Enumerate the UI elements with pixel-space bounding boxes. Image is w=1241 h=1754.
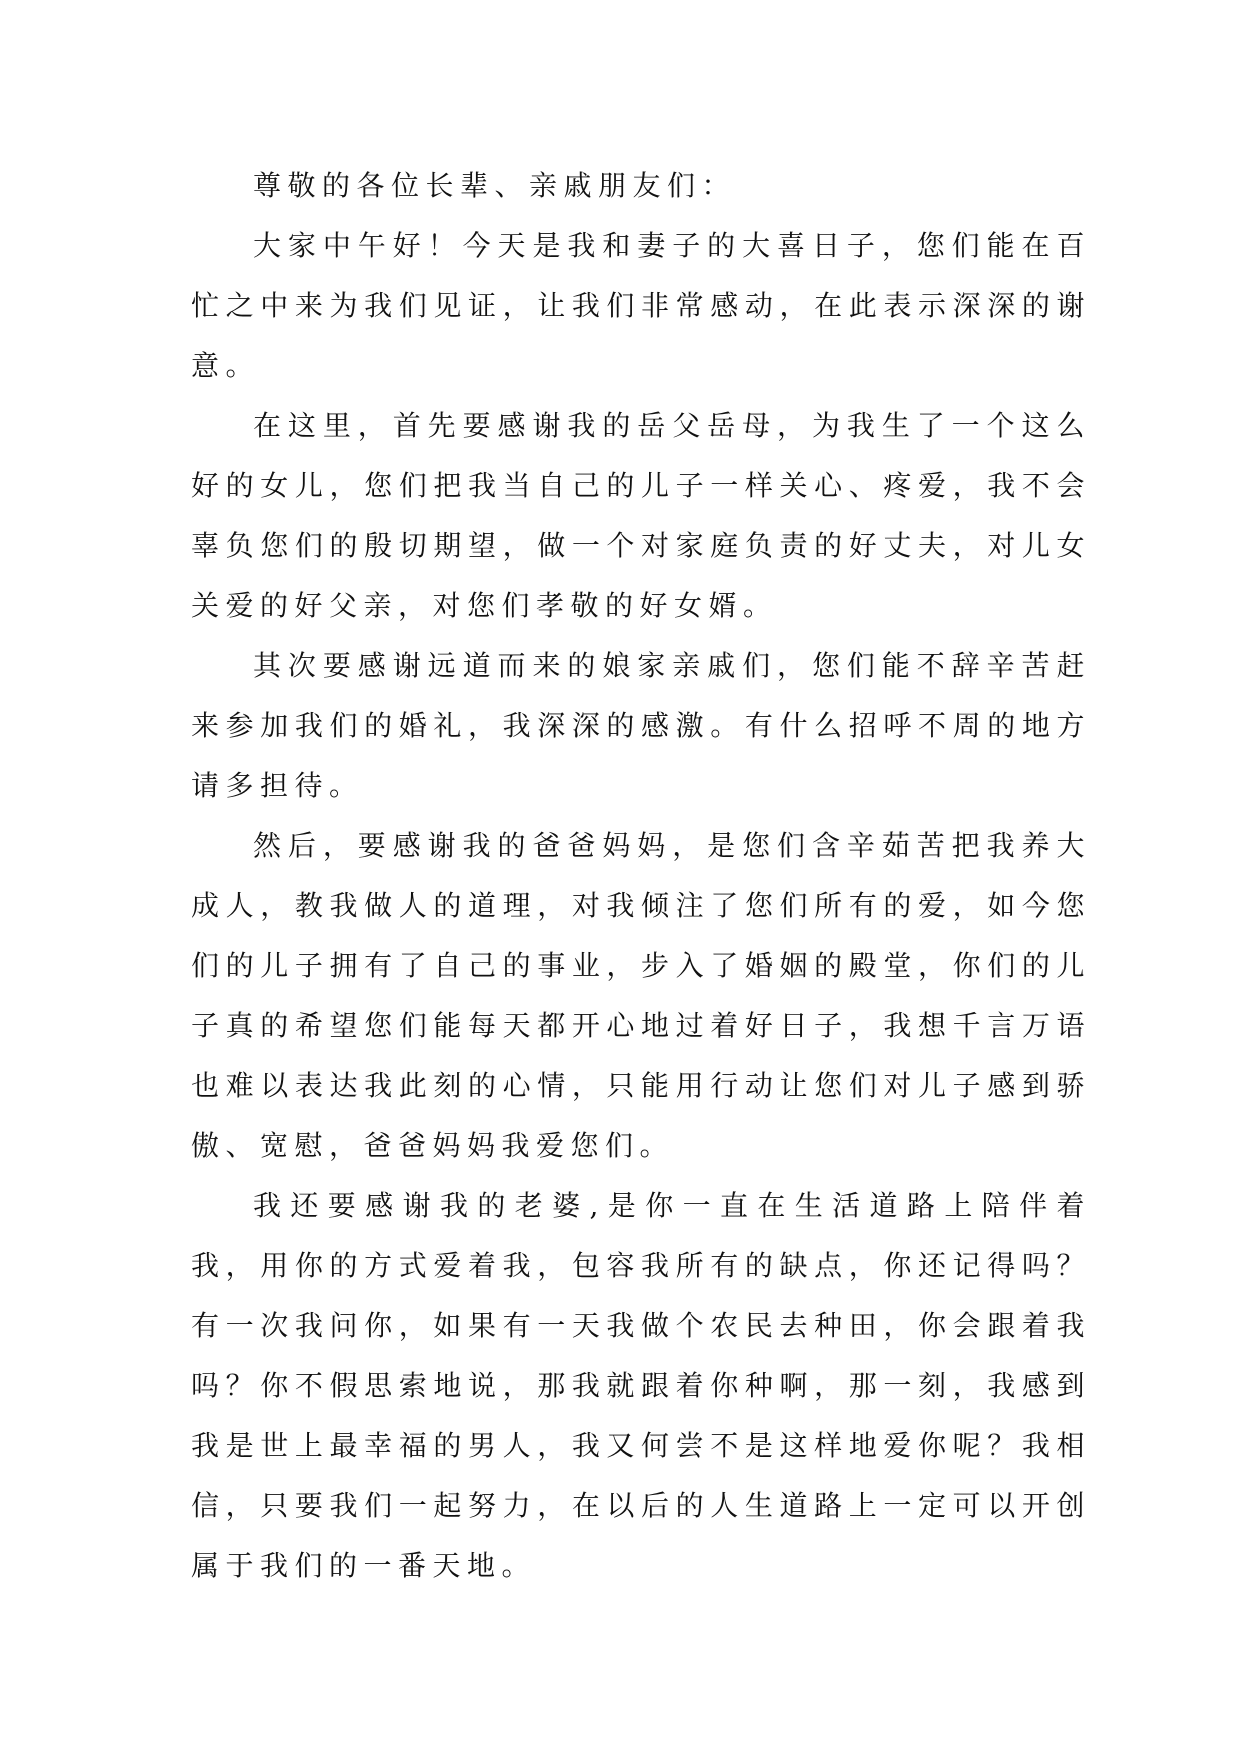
greeting-paragraph: 尊敬的各位长辈、亲戚朋友们： bbox=[253, 169, 737, 202]
thanks-parents-paragraph: 然后，要感谢我的爸爸妈妈，是您们含辛茹苦把我养大成人，教我做人的道理，对我倾注了您们所有的爱，如今您们的儿子拥有了自己的事业，步入了婚姻的殿堂，你们的儿子真的希望您们能每天都开心地过着好日子，我想千言万语也难以表达我此刻的心情，只能用行动让您们对儿子感到骄傲、宽慰，爸爸妈妈我爱您们。 bbox=[191, 829, 1091, 1162]
thanks-in-laws-paragraph: 在这里，首先要感谢我的岳父岳母，为我生了一个这么好的女儿，您们把我当自己的儿子一样关心、疼爱，我不会辜负您们的殷切期望，做一个对家庭负责的好丈夫，对儿女关爱的好父亲，对您们孝敬的好女婿。 bbox=[191, 409, 1091, 622]
thanks-relatives-paragraph: 其次要感谢远道而来的娘家亲戚们，您们能不辞辛苦赶来参加我们的婚礼，我深深的感激。有什么招呼不周的地方请多担待。 bbox=[191, 649, 1091, 802]
opening-paragraph: 大家中午好！今天是我和妻子的大喜日子，您们能在百忙之中来为我们见证，让我们非常感动，在此表示深深的谢意。 bbox=[191, 229, 1091, 382]
document-body bbox=[191, 156, 1091, 1596]
thanks-wife-paragraph: 我还要感谢我的老婆,是你一直在生活道路上陪伴着我，用你的方式爱着我，包容我所有的缺点，你还记得吗？有一次我问你，如果有一天我做个农民去种田，你会跟着我吗？你不假思索地说，那我就跟着你种啊，那一刻，我感到我是世上最幸福的男人，我又何尝不是这样地爱你呢？我相信，只要我们一起努力，在以后的人生道路上一定可以开创属于我们的一番天地。 bbox=[191, 1189, 1091, 1582]
